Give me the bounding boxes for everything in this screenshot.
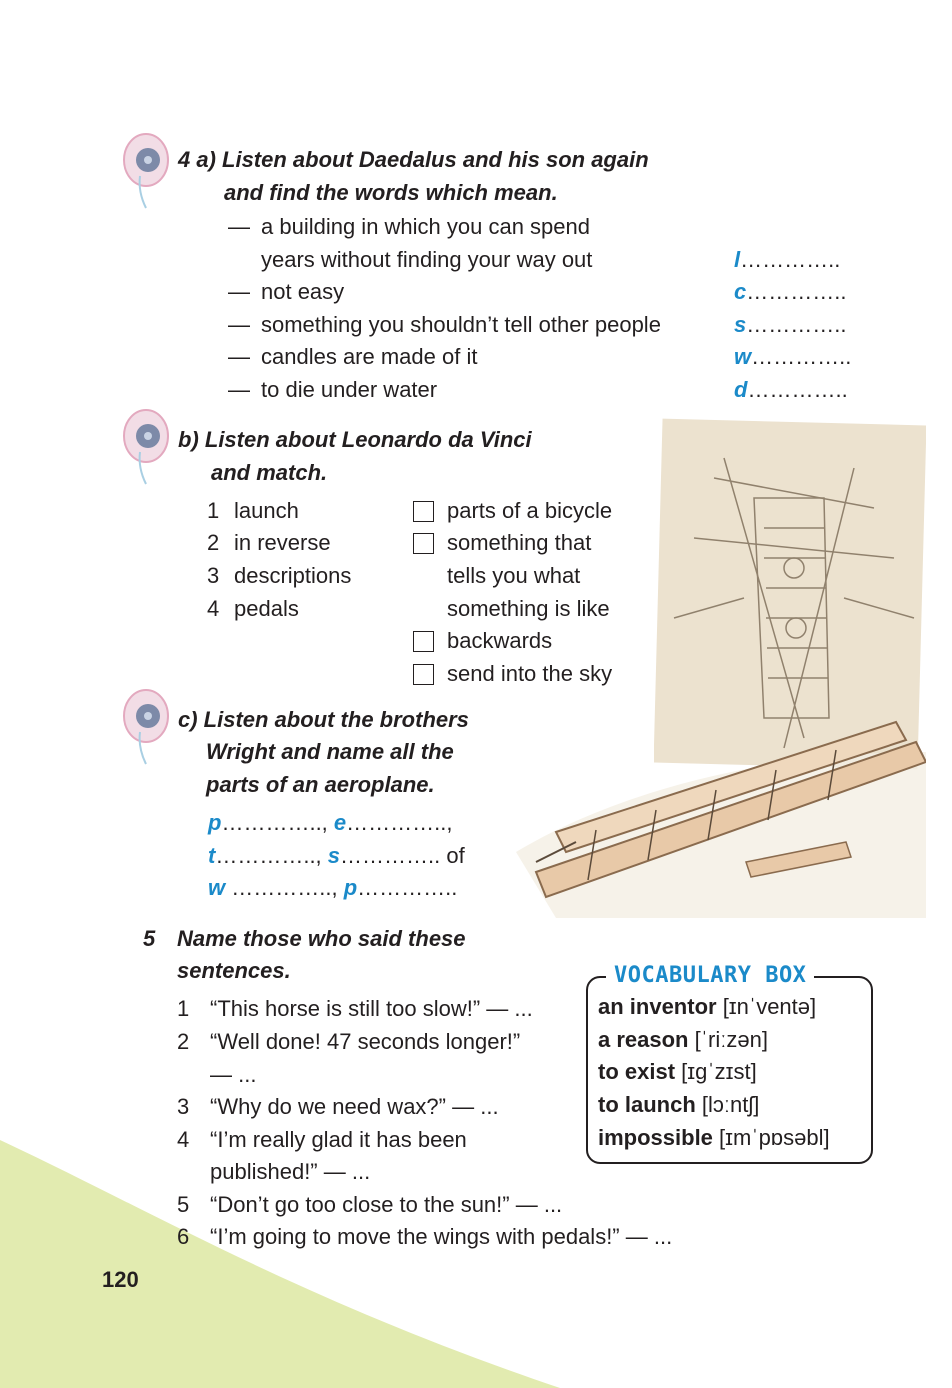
answer-checkbox[interactable] xyxy=(413,501,434,522)
answer-checkbox[interactable] xyxy=(413,664,434,685)
vocabulary-entry: to launch [lɔːntʃ] xyxy=(598,1092,760,1117)
match-item-word: launch xyxy=(234,498,299,523)
list-item: a building in which you can spend xyxy=(261,214,591,239)
answer-blank[interactable]: d………….. xyxy=(734,377,848,402)
sentence-text: — ... xyxy=(210,1062,257,1087)
match-definition: tells you what xyxy=(447,563,581,588)
sentence-number: 2 xyxy=(177,1029,190,1054)
sentence-number: 1 xyxy=(177,996,190,1021)
sentence-text: “Well done! 47 seconds longer!” xyxy=(210,1029,521,1054)
list-item-dash: — xyxy=(228,377,250,402)
vocabulary-entry: an inventor [ɪnˈventə] xyxy=(598,994,817,1019)
sentence-text: published!” — ... xyxy=(210,1159,371,1184)
vocabulary-box-title: VOCABULARY BOX xyxy=(606,960,814,992)
answer-blank-row[interactable]: p………….., e………….., xyxy=(208,810,453,835)
answer-checkbox[interactable] xyxy=(413,533,434,554)
sentence-text: “I’m going to move the wings with pedals!” — ... xyxy=(210,1224,673,1249)
match-item-number: 3 xyxy=(207,563,220,588)
list-item: candles are made of it xyxy=(261,344,478,369)
list-item: to die under water xyxy=(261,377,438,402)
ex5-heading: sentences. xyxy=(177,958,291,983)
page-number: 120 xyxy=(102,1267,139,1292)
answer-blank[interactable]: l………….. xyxy=(734,247,841,272)
match-item-number: 2 xyxy=(207,530,220,555)
match-item-word: in reverse xyxy=(234,530,331,555)
ex4a-heading: and find the words which mean. xyxy=(224,180,558,205)
list-item-dash: — xyxy=(228,312,250,337)
sentence-text: “Don’t go too close to the sun!” — ... xyxy=(210,1192,563,1217)
match-definition: backwards xyxy=(447,628,553,653)
vocabulary-entry: impossible [ɪmˈpɒsəbl] xyxy=(598,1125,830,1150)
answer-blank[interactable]: s………….. xyxy=(734,312,847,337)
sentence-text: “Why do we need wax?” — ... xyxy=(210,1094,499,1119)
ex4c-heading: Wright and name all the xyxy=(206,739,454,764)
match-item-word: descriptions xyxy=(234,563,352,588)
list-item-dash: — xyxy=(228,279,250,304)
answer-blank-row[interactable]: w ………….., p………….. xyxy=(208,875,458,900)
match-item-number: 1 xyxy=(207,498,220,523)
list-item: something you shouldn’t tell other people xyxy=(261,312,661,337)
vocabulary-entry: a reason [ˈriːzən] xyxy=(598,1027,768,1052)
match-definition: send into the sky xyxy=(447,661,613,686)
match-definition: something that xyxy=(447,530,592,555)
ex5-heading: Name those who said these xyxy=(177,926,466,951)
ex4c-heading: c) Listen about the brothers xyxy=(178,707,469,732)
match-definition: parts of a bicycle xyxy=(447,498,613,523)
audio-cd-icon xyxy=(118,682,174,772)
match-item-word: pedals xyxy=(234,596,299,621)
ex4a-heading: 4 a) Listen about Daedalus and his son again xyxy=(178,147,649,172)
answer-blank[interactable]: w………….. xyxy=(734,344,852,369)
sentence-text: “I’m really glad it has been xyxy=(210,1127,467,1152)
list-item: years without finding your way out xyxy=(261,247,593,272)
vocabulary-entry: to exist [ɪgˈzɪst] xyxy=(598,1059,757,1084)
sentence-number: 6 xyxy=(177,1224,190,1249)
audio-cd-icon xyxy=(118,402,174,492)
answer-blank-row[interactable]: t………….., s………….. of xyxy=(208,843,465,868)
list-item-dash: — xyxy=(228,344,250,369)
answer-blank[interactable]: c………….. xyxy=(734,279,847,304)
ex4b-heading: b) Listen about Leonardo da Vinci xyxy=(178,427,532,452)
sentence-text: “This horse is still too slow!” — ... xyxy=(210,996,533,1021)
answer-checkbox[interactable] xyxy=(413,631,434,652)
sentence-number: 3 xyxy=(177,1094,190,1119)
ex4c-heading: parts of an aeroplane. xyxy=(206,772,435,797)
list-item: not easy xyxy=(261,279,345,304)
sentence-number: 4 xyxy=(177,1127,190,1152)
list-item-dash: — xyxy=(228,214,250,239)
wright-aeroplane-illustration xyxy=(516,712,926,918)
ex5-number: 5 xyxy=(143,926,156,951)
audio-cd-icon xyxy=(118,126,174,216)
ex4b-heading: and match. xyxy=(211,460,328,485)
sentence-number: 5 xyxy=(177,1192,190,1217)
match-item-number: 4 xyxy=(207,596,220,621)
match-definition: something is like xyxy=(447,596,610,621)
